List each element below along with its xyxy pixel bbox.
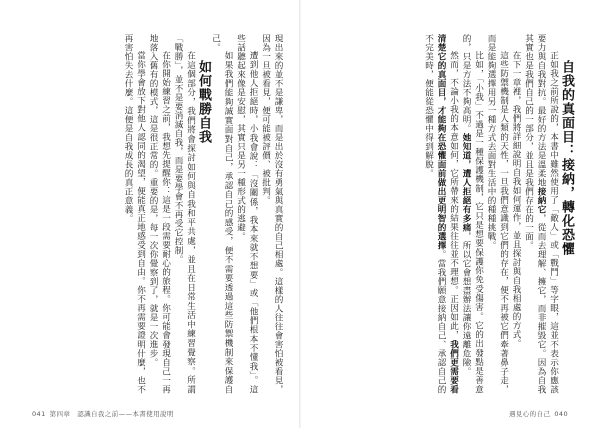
page-number: 040 [554,410,568,418]
paragraph: 這些防禦機制是人類的天性，一旦我們意識到它們的存在，便不再被它們牽著鼻子走，而是能夠選擇用另一種方式去面對生活中的種種挑戰。 [486,34,509,394]
running-title: 遇見心的自己 [508,410,551,418]
paragraph: 在下一章裡，我們將詳細說明自我如何運作，並且探討與自我相處的方式。 [511,51,521,349]
paragraph: 現出來的並不是謙卑，而是出於沒有勇氣與真實的自己相處。這樣的人往往會害怕被看見，因為一旦被看見，便可能被評價、被批判。 [260,34,283,394]
paragraph: 如果我們能夠誠實面對自己，承認自己的感受，便不需要透過這些防禦機制來保護自己。 [210,34,233,394]
right-page-body [316,34,572,394]
paragraph: 遭到他人拒絕時，小我會說：「沒關係，我本來就不想要」或「他們根本不懂我」。這些話聽起來像是安慰，其實只是另一種形式的逃避。 [235,34,258,394]
page-footer [28,409,174,418]
paragraph-text: 然而，不論小我的本意如何，它所帶來的結果往往並不理想。正因如此， [448,51,459,340]
emphasis-text: 我們更需要看清楚它的真面目，才能夠在恐懼面前做出更明智的選擇 [436,34,459,395]
paragraph-text: 。當我們願意接納自己、承認自己的不完美時，便能從恐懼中得到解脫。 [423,34,446,394]
page-footer [509,409,572,418]
paragraph: 在這個部分，我們將會探討如何與自我和平共處，並且在日常生活中練習覺察。所謂「戰勝」，並不是要消滅自我，而是要學會不再受它控制。 [173,34,196,394]
paragraph-text: ，從而去理解、擁它，而非摧毀它。因為自我其實也是我們自己的一部分，並且是我們存在的一面。 [523,34,546,394]
paragraph-text: 比如，「小我」不過是一種保護機制，它只是想要保護你免受傷害。它的出發點是善意的，只是方法不夠高明。 [461,34,484,394]
page-number: 041 [32,410,46,418]
section-heading-true-self: 自我的真面目：接納，轉化恐懼 [559,60,574,256]
paragraph: 在你開始練習之前，我想先提醒你：這是一段需要耐心的旅程。你可能會發現自己一再地落入舊有的模式，這是很正常的。重要的是，每一次你覺察到了，就是一次進步。 [148,34,171,394]
emphasis-text: 接納它 [536,187,546,214]
paragraph [460,34,485,394]
emphasis-text: 她知道，遭人拒絕有多痛 [461,133,471,232]
paragraph [422,34,460,394]
paragraph-text: ，所以它會想盡辦法讓你遠離危險。 [461,232,471,376]
right-page [300,0,600,428]
paragraph: 當你學會放下對他人認同的渴望，便能真正地感受到自由。你不再需要證明什麼，也不再害怕失去什麼。這便是自我成長的真正意義。 [123,34,146,394]
running-title: 第四章 認識自我之前——本書使用說明 [49,410,174,418]
left-page-body [28,34,284,394]
paragraph [522,34,560,394]
paragraph-text: 正如我之前所說的，本書中雖然使用了「敵人」或「戰鬥」等字眼，這並不表示你應該要力與自我對抗。最好的方法是溫柔地 [536,34,559,394]
section-heading-overcome-self: 如何戰勝自我 [196,60,211,144]
